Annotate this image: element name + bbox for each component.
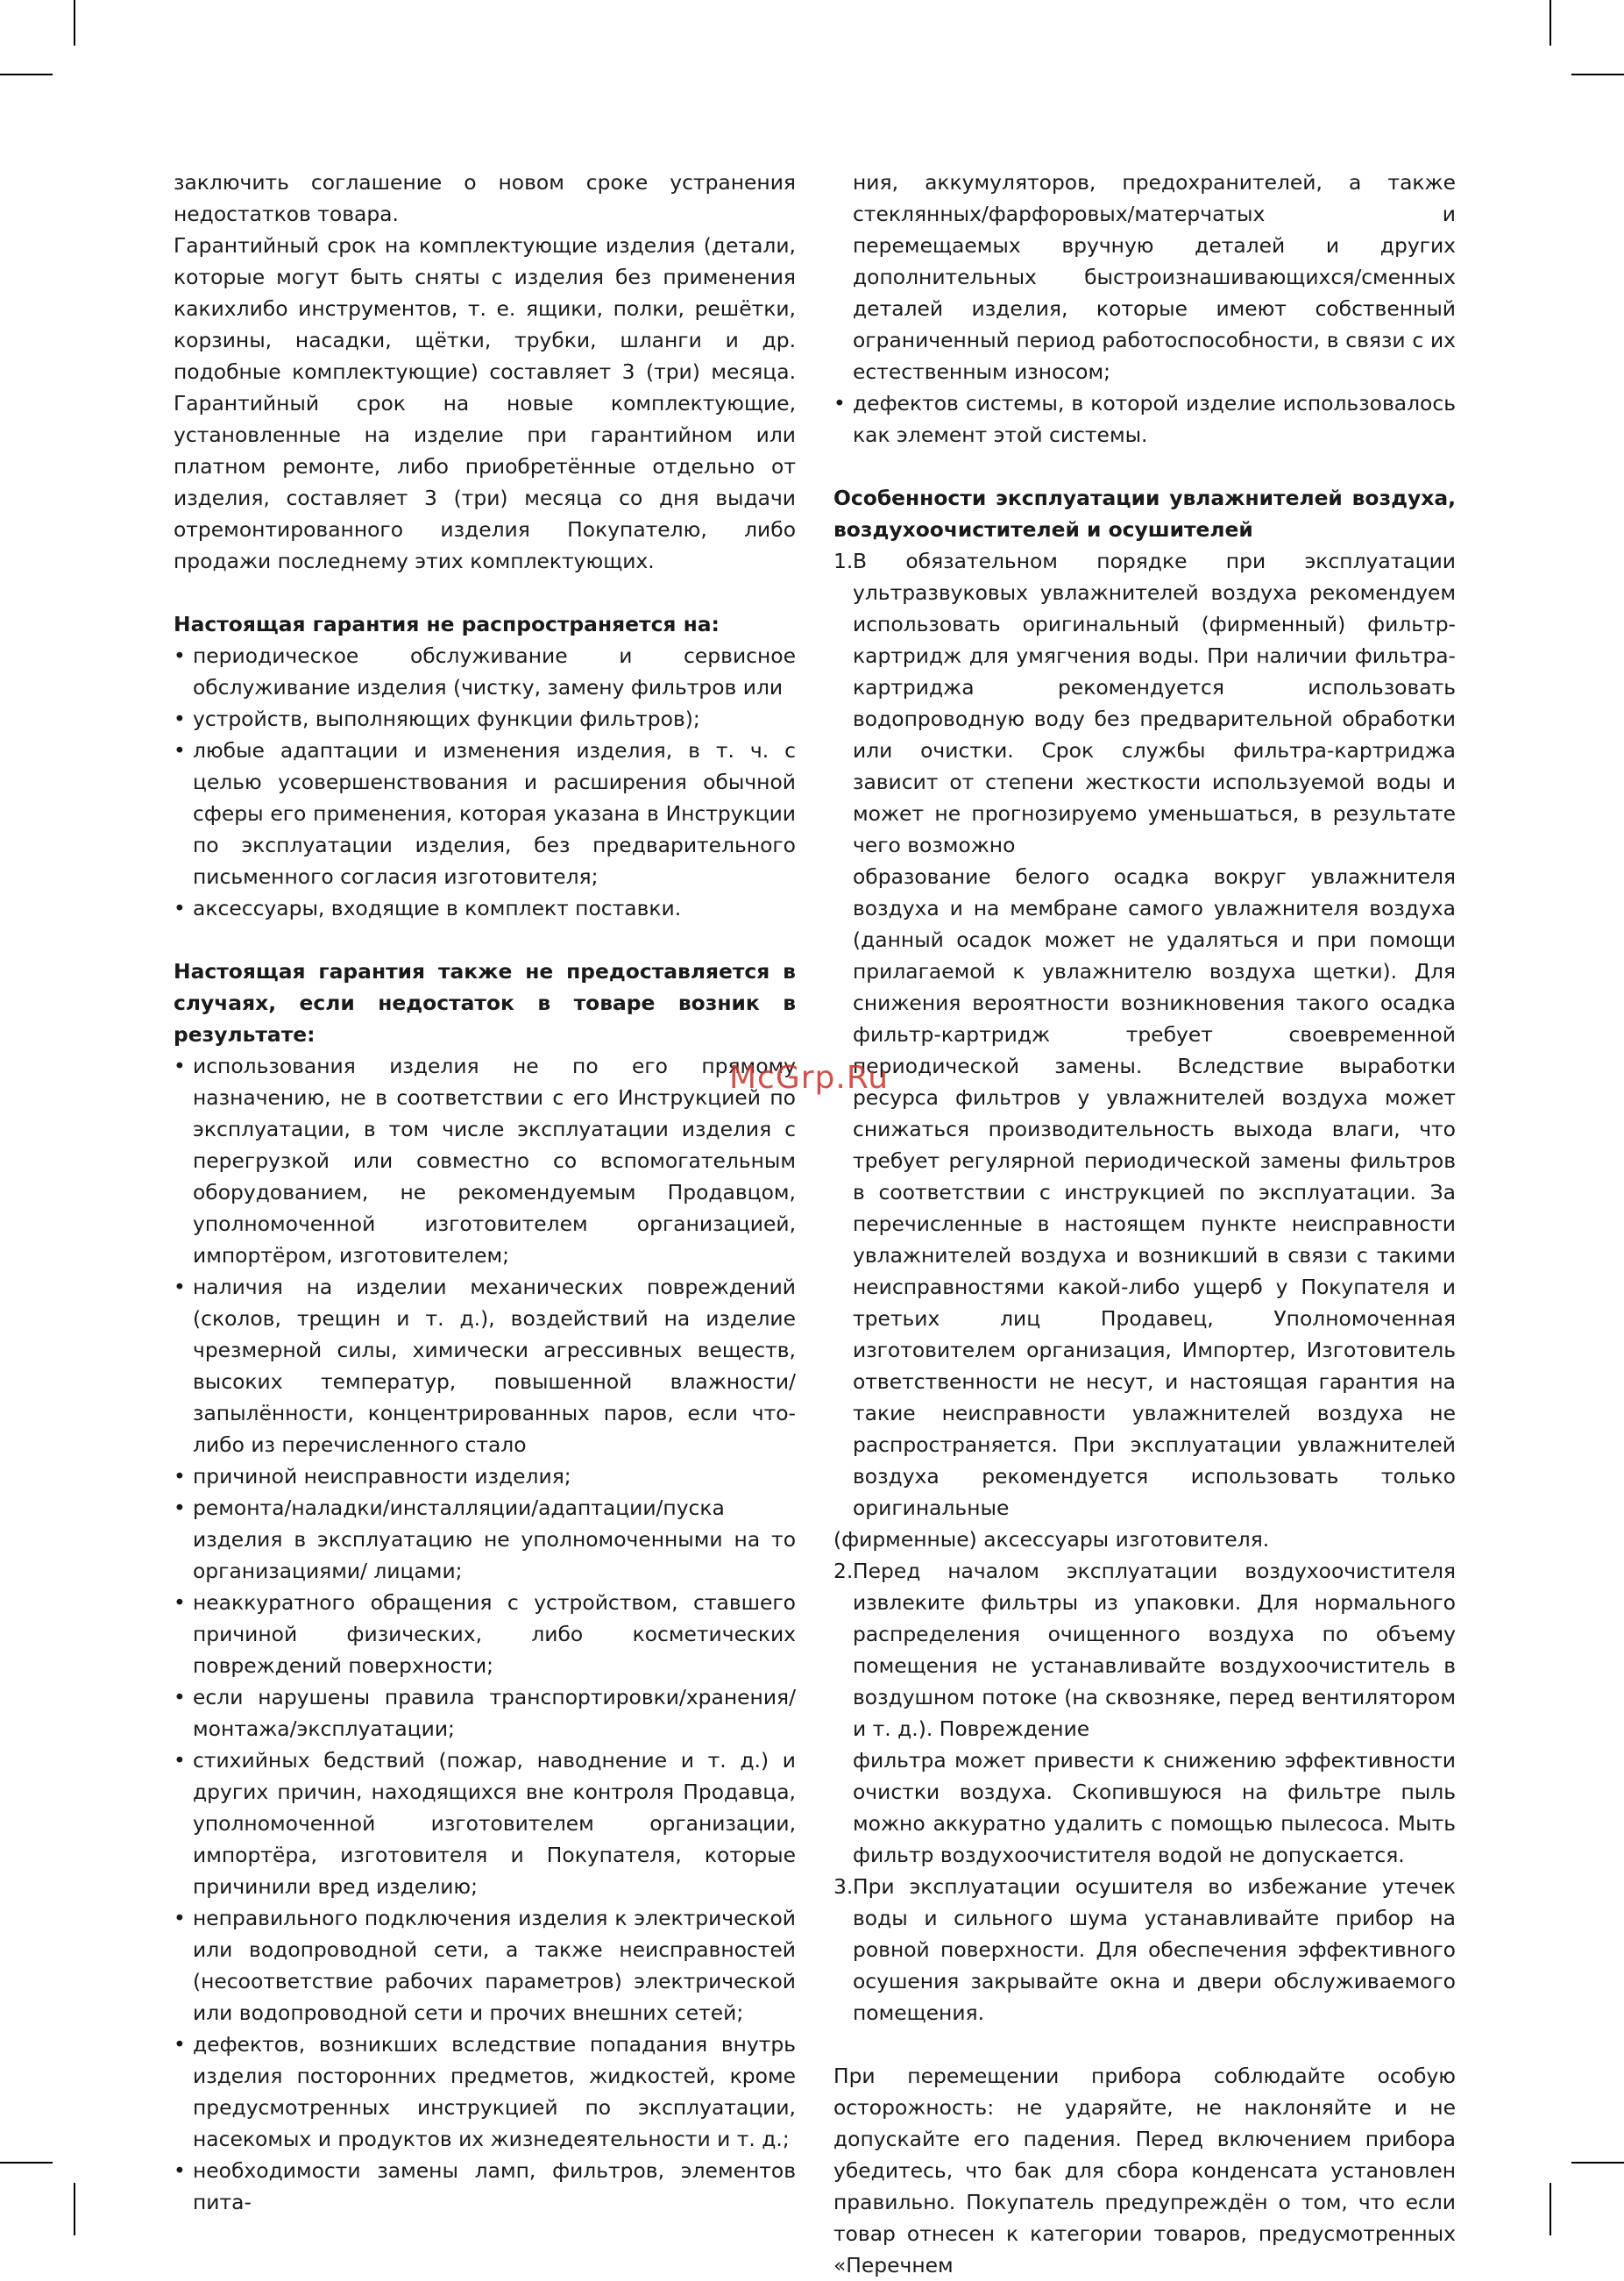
list-item: • дефектов, возникших вследствие попадания внутрь изделия посторонних предметов, жидкостей, кроме предусмотренных инструкцией по эксплуатации, насекомых и продуктов их жизнедеятельности и т. д.; xyxy=(174,2029,796,2155)
list-item: • если нарушены правила транспортировки/хранения/ монтажа/эксплуатации; xyxy=(174,1681,796,1745)
section-heading: Настоящая гарантия также не предоставляется в случаях, если недостаток в товаре возник в результате: xyxy=(174,959,796,1047)
closing-paragraph: При перемещении прибора соблюдайте особую осторожность: не ударяйте, не наклоняйте и не допускайте его падения. Перед включением прибора убедитесь, что бак для сбора конденсата установлен правильно. Покупатель предупреждён о том, что если товар отнесен к категории товаров, предусмотренных «Перечнем xyxy=(833,2064,1456,2277)
list-item: • ремонта/наладки/инсталляции/адаптации/пуска изделия в эксплуатацию не уполномоченными на то организациями/ лицами; xyxy=(174,1492,796,1587)
right-column xyxy=(833,167,1456,2281)
list-item: • причиной неисправности изделия; xyxy=(174,1460,796,1492)
cases-list-continued xyxy=(833,387,1456,451)
list-item: • периодическое обслуживание и сервисное обслуживание изделия (чистку, замену фильтров или xyxy=(174,640,796,703)
exclusions-list xyxy=(174,640,796,924)
list-item: • необходимости замены ламп, фильтров, элементов пита- xyxy=(174,2155,796,2218)
crop-mark xyxy=(1550,0,1551,46)
cases-list xyxy=(174,1050,796,2218)
left-column xyxy=(174,167,796,2218)
crop-mark xyxy=(1571,2162,1624,2164)
item-text: В обязательном порядке при эксплуатации ультразвуковых увлажнителей воздуха рекомендуем использовать оригинальный (фирменный) фильтр-картридж для умягчения воды. При наличии фильтра-картриджа рекомендуется использовать водопроводную воду без предварительной обработки или очистки. Срок службы фильтра-картриджа зависит от степени жесткости используемой воды и может не прогнозируемо уменьшаться, в результате чего возможно xyxy=(853,549,1456,857)
item-text: образование белого осадка вокруг увлажнителя воздуха и на мембране самого увлажнителя воздуха (данный осадок может не удаляться и при помощи прилагаемой к увлажнителю воздуха щетки). Для снижения вероятности возникновения такого осадка фильтр-картридж требует своевременной периодической замены. Вследствие выработки ресурса фильтров у увлажнителей воздуха может снижаться производительность выхода влаги, что требует регулярной периодической замены фильтров в соответствии с инструкцией по эксплуатации. За перечисленные в настоящем пункте неисправности увлажнителей воздуха и возникший в связи с такими неисправностями какой-либо ущерб у Покупателя и третьих лиц Продавец, Уполномоченная изготовителем организация, Импортер, Изготовитель ответственности не несут, и настоящая гарантия на такие неисправности увлажнителей воздуха не распространяется. При эксплуатации увлажнителей воздуха рекомендуется использовать только оригинальные xyxy=(853,864,1456,1520)
watermark: McGrp.Ru xyxy=(729,1060,890,1096)
item-number: 3. xyxy=(833,1874,854,1899)
intro-paragraph: заключить соглашение о новом сроке устранения недостатков товара. xyxy=(174,170,796,226)
numbered-item-continuation xyxy=(833,1745,1456,1871)
list-item: • неаккуратного обращения с устройством, ставшего причиной физических, либо косметических повреждений поверхности; xyxy=(174,1587,796,1681)
section-heading: Особенности эксплуатации увлажнителей воздуха, воздухоочистителей и осушителей xyxy=(833,486,1456,542)
intro-paragraph: Гарантийный срок на комплектующие изделия (детали, которые могут быть сняты с изделия без применения какихлибо инструментов, т. е. ящики, полки, решётки, корзины, насадки, щётки, трубки, шланги и др. подобные комплектующие) составляет 3 (три) месяца. Гарантийный срок на новые комплектующие, установленные на изделие при гарантийном или платном ремонте, либо приобретённые отдельно от изделия, составляет 3 (три) месяца со дня выдачи отремонтированного изделия Покупателю, либо продажи последнему этих комплектующих. xyxy=(174,233,796,573)
numbered-list xyxy=(833,545,1456,1524)
crop-mark xyxy=(0,2162,53,2164)
list-item: • наличия на изделии механических повреждений (сколов, трещин и т. д.), воздействий на изделие чрезмерной силы, химически агрессивных веществ, высоких температур, повышенной влажности/запылённости, концентрированных паров, если что-либо из перечисленного стало xyxy=(174,1271,796,1460)
item-number: 2. xyxy=(833,1559,854,1583)
item-number: 1. xyxy=(833,549,854,573)
numbered-item xyxy=(833,545,1456,861)
list-item: • использования изделия не по его прямому назначению, не в соответствии с его Инструкцией по эксплуатации, в том числе эксплуатации изделия с перегрузкой или совместно со вспомогательным оборудованием, не рекомендуемым Продавцом, уполномоченной изготовителем организацией, импортёром, изготовителем; xyxy=(174,1050,796,1271)
list-item: • дефектов системы, в которой изделие использовалось как элемент этой системы. xyxy=(833,387,1456,451)
list-item: • стихийных бедствий (пожар, наводнение и т. д.) и других причин, находящихся вне контроля Продавца, уполномоченной изготовителем организации, импортёра, изготовителя и Покупателя, которые причинили вред изделию; xyxy=(174,1745,796,1902)
crop-mark xyxy=(74,0,75,46)
item-text: При эксплуатации осушителя во избежание утечек воды и сильного шума устанавливайте прибор на ровной поверхности. Для обеспечения эффективного осушения закрывайте окна и двери обслуживаемого помещения. xyxy=(853,1874,1456,2025)
list-item: • любые адаптации и изменения изделия, в т. ч. с целью усовершенствования и расширения обычной сферы его применения, которая указана в Инструкции по эксплуатации изделия, без предварительного письменного согласия изготовителя; xyxy=(174,735,796,892)
section-heading: Настоящая гарантия не распространяется на: xyxy=(174,612,720,636)
crop-mark xyxy=(1550,2183,1551,2235)
item-tail: (фирменные) аксессуары изготовителя. xyxy=(833,1527,1270,1552)
numbered-item xyxy=(833,1555,1456,1745)
crop-mark xyxy=(1571,74,1624,75)
crop-mark xyxy=(0,74,53,75)
list-item: • устройств, выполняющих функции фильтров); xyxy=(174,703,796,735)
list-continuation: ния, аккумуляторов, предохранителей, а также стеклянных/фарфоровых/матерчатых и перемещаемых вручную деталей и других дополнительных быстроизнашивающихся/сменных деталей изделия, которые имеют собственный ограниченный период работоспособности, в связи с их естественным износом; xyxy=(853,170,1456,384)
item-text: Перед началом эксплуатации воздухоочистителя извлеките фильтры из упаковки. Для нормального распределения очищенного воздуха по объему помещения не устанавливайте воздухоочиститель в воздушном потоке (на сквозняке, перед вентилятором и т. д.). Повреждение xyxy=(853,1559,1456,1741)
list-item: • аксессуары, входящие в комплект поставки. xyxy=(174,892,796,924)
numbered-item-continuation xyxy=(833,861,1456,1524)
crop-mark xyxy=(74,2183,75,2235)
numbered-item xyxy=(833,1871,1456,2029)
list-item: • неправильного подключения изделия к электрической или водопроводной сети, а также неисправностей (несоответствие рабочих параметров) электрической или водопроводной сети и прочих внешних сетей; xyxy=(174,1902,796,2029)
item-text: фильтра может привести к снижению эффективности очистки воздуха. Скопившуюся на фильтре пыль можно аккуратно удалить с помощью пылесоса. Мыть фильтр воздухоочистителя водой не допускается. xyxy=(853,1748,1456,1867)
numbered-list xyxy=(833,1555,1456,2029)
